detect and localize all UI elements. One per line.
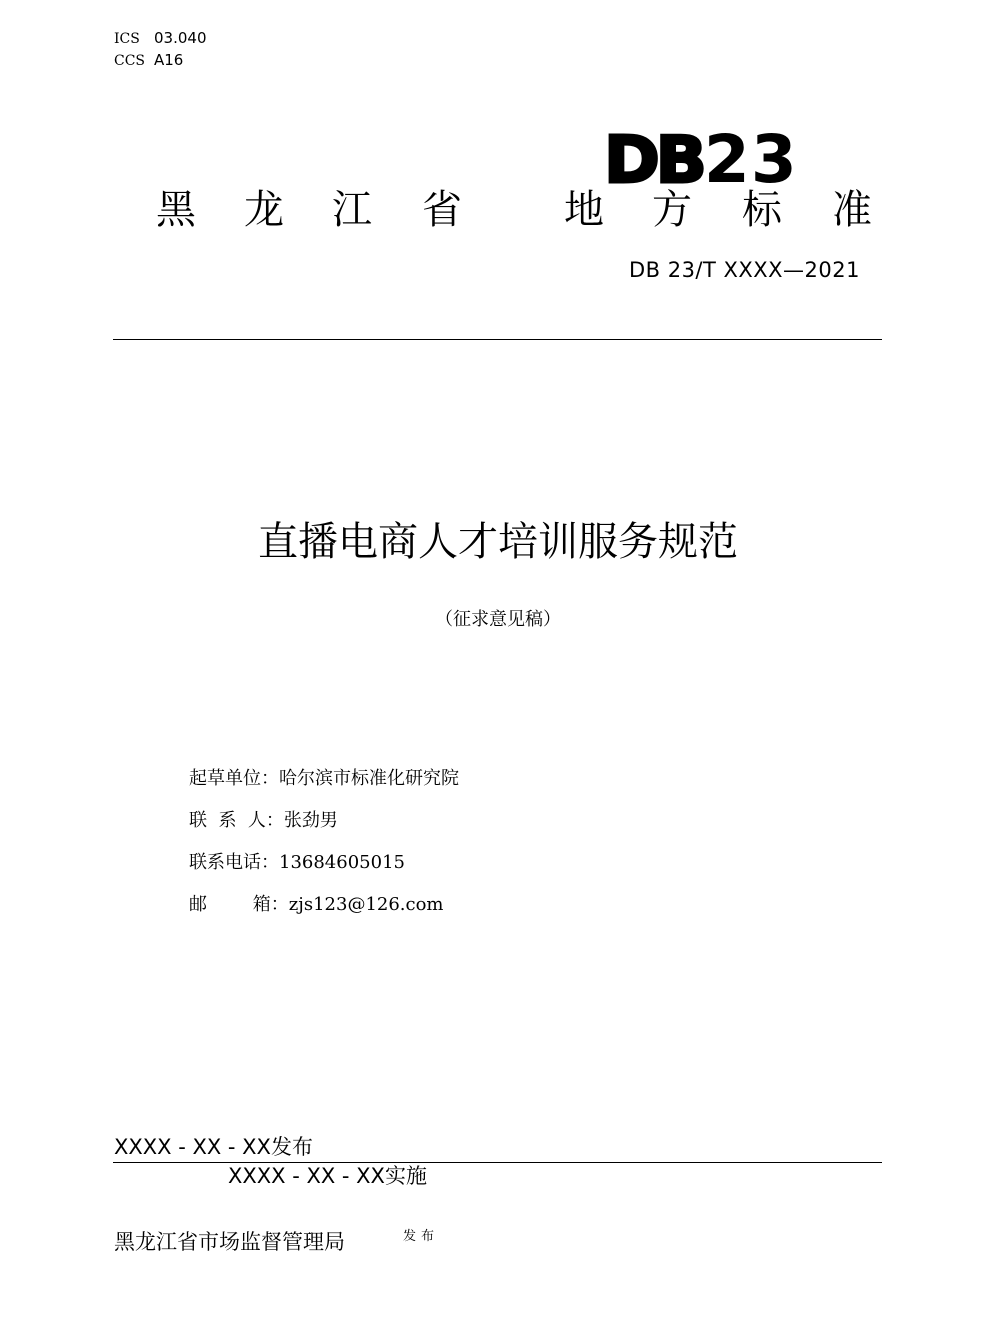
ccs-label: CCS: [114, 53, 146, 69]
contact-label: 邮 箱：: [189, 894, 289, 915]
ccs-code: [114, 50, 183, 71]
contact-value: 张劲男: [283, 810, 338, 831]
implement-date-clipped: [228, 1162, 438, 1188]
ics-code: [114, 28, 207, 49]
standard-type-char: 江: [332, 187, 372, 233]
contact-label: 起草单位：: [189, 768, 279, 789]
standard-type-char: 省: [422, 187, 462, 233]
document-title: 直播电商人才培训服务规范: [258, 519, 738, 565]
contact-row-email: [189, 892, 444, 918]
contact-row-phone: [189, 850, 405, 876]
contact-value: zjs123@126.com: [288, 894, 444, 915]
standard-mark-letters: DB: [604, 124, 703, 198]
ics-value: 03.040: [154, 29, 207, 47]
standard-type-char: 黑: [156, 187, 196, 233]
header-divider: [113, 339, 882, 340]
standard-type-heading: [152, 184, 882, 236]
standard-type-char: 地: [564, 187, 604, 233]
ics-label: ICS: [114, 31, 140, 47]
standard-type-char: 准: [832, 187, 872, 233]
contact-label: 联 系 人：: [189, 810, 284, 831]
contact-value: 哈尔滨市标准化研究院: [279, 768, 459, 789]
standard-mark-digits: 23: [703, 121, 798, 198]
contact-row-person: [189, 808, 338, 834]
contact-label: 联系电话：: [189, 852, 279, 873]
implement-date: XXXX - XX - XX实施: [228, 1164, 427, 1188]
document-subtitle: （征求意见稿）: [435, 609, 561, 630]
issue-date: XXXX - XX - XX发布: [114, 1135, 313, 1159]
contact-row-drafting-unit: [189, 766, 459, 792]
standard-type-char: 龙: [244, 187, 284, 233]
standard-type-char: 标: [742, 187, 782, 233]
standard-type-char: 方: [652, 187, 692, 233]
issuing-authority: 黑龙江省市场监督管理局: [114, 1230, 345, 1254]
ccs-value: A16: [154, 51, 184, 69]
standard-number: DB 23/T XXXX—2021: [628, 258, 860, 282]
contact-value: 13684605015: [279, 852, 405, 873]
publish-label: 发布: [403, 1229, 440, 1244]
